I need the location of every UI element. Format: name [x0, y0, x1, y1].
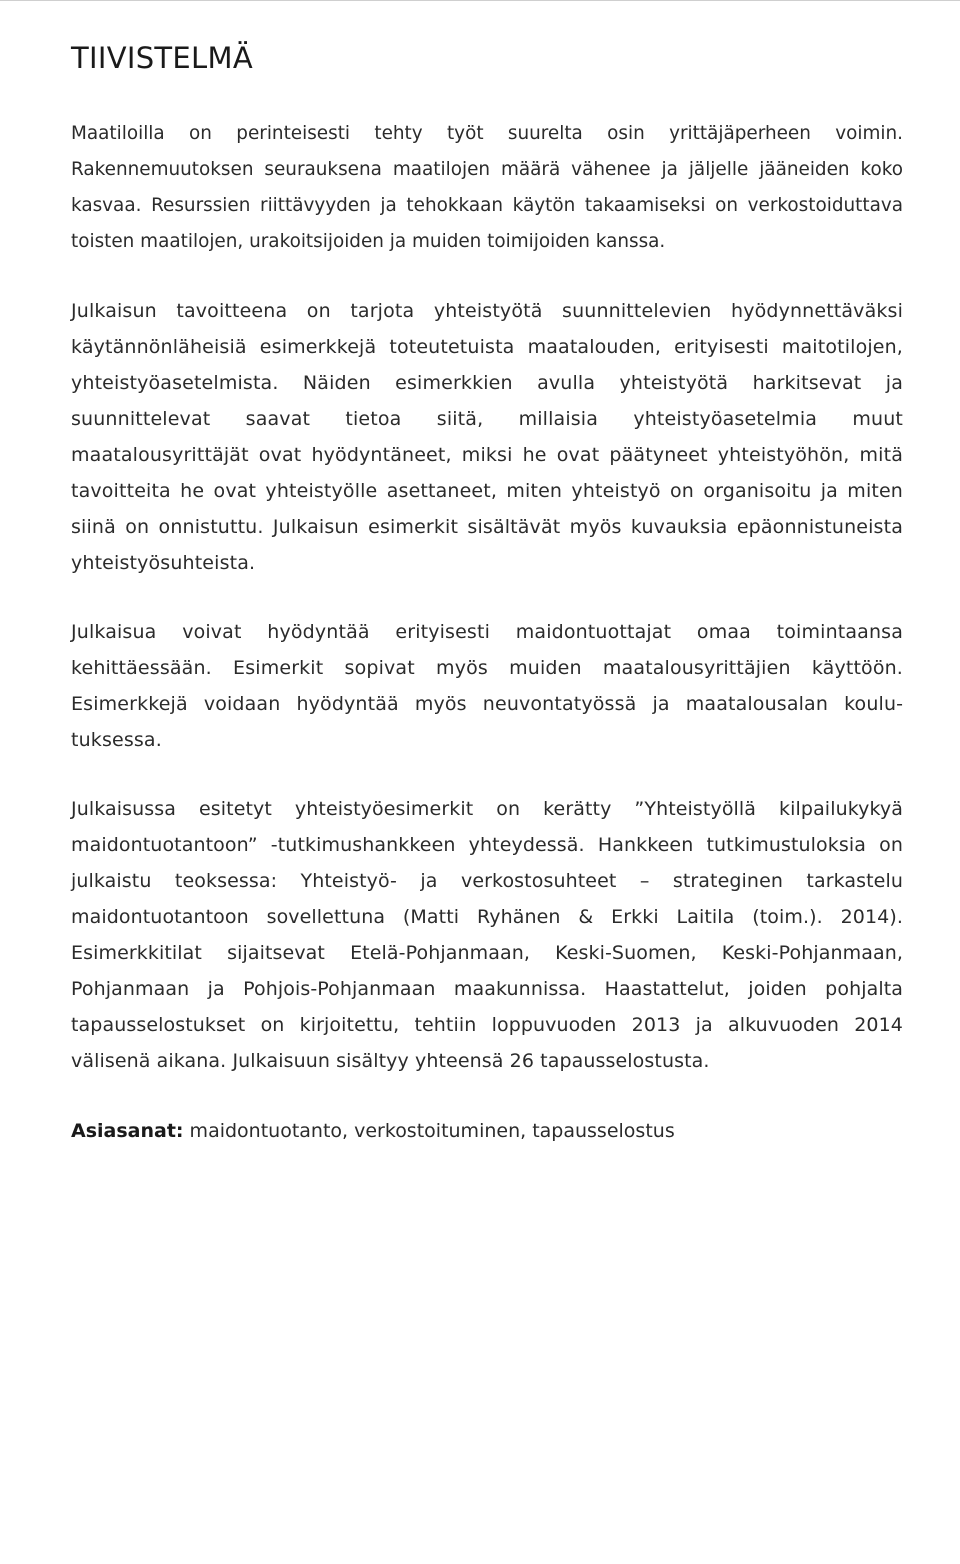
- abstract-page: [71, 38, 903, 1149]
- paragraph-source: Julkaisussa esitetyt yhteistyöesimerkit on kerätty ”Yhteistyöllä kilpailukykyä maidontuotantoon” -tutkimushankkeen yhteydessä. Hankkeen tutkimustuloksia on julkaistu teoksessa: Yhteistyö- ja verkostosuhteet – strateginen tarkastelu maidontuotantoon sovellettuna (Matti Ryhänen & Erkki Laitila (toim.). 2014). Esimerkkitilat sijaitsevat Etelä-Pohjanmaan, Keski-Suomen, Keski-Pohjanmaan, Pohjanmaan ja Pohjois-Pohjanmaan maakunnissa. Haastattelut, joiden pohjalta tapausselostukset on kirjoitettu, tehtiin loppuvuoden 2013 ja alkuvuoden 2014 välisenä aikana. Julkaisuun sisältyy yhteensä 26 tapausselostusta.: [71, 798, 903, 1072]
- keywords-line: [71, 1113, 903, 1149]
- paragraph-objective: Julkaisun tavoitteena on tarjota yhteistyötä suunnittelevien hyödynnettäväksi käytännönläheisiä esimerkkejä toteutetuista maatalouden, erityisesti maitotilojen, yhteistyöasetelmista. Näiden esimerkkien avulla yhteistyötä harkitsevat ja suunnittelevat saavat tietoa siitä, millaisia yhteistyöasetelmia muut maatalousyrittäjät ovat hyödyntäneet, miksi he ovat päätyneet yhteistyöhön, mitä tavoitteita he ovat yhteistyölle asettaneet, miten yhteistyö on organisoitu ja miten siinä on onnistuttu. Julkaisun esimerkit sisältävät myös kuvauksia epäonnistuneista yhteistyösuhteista.: [71, 300, 903, 574]
- keywords-label: Asiasanat:: [71, 1120, 184, 1142]
- top-divider: [0, 0, 960, 1]
- paragraph-background: Maatiloilla on perinteisesti tehty työt suurelta osin yrittäjäperheen voimin. Rakennemuutoksen seurauksena maatilojen määrä vähenee ja jäljelle jääneiden koko kasvaa. Resurssien riittävyyden ja tehokkaan käytön takaamiseksi on verkostoiduttava toisten maatilojen, urakoitsijoiden ja muiden toimijoiden kanssa.: [71, 123, 903, 252]
- keywords-text: maidontuotanto, verkostoituminen, tapausselostus: [183, 1120, 675, 1142]
- paragraph-audience: Julkaisua voivat hyödyntää erityisesti maidontuottajat omaa toimintaansa kehittäessään. Esimerkit sopivat myös muiden maatalousyrittäjien käyttöön. Esimerkkejä voidaan hyödyntää myös neuvontatyössä ja maatalousalan koulutuksessa.: [71, 621, 903, 751]
- page-title: TIIVISTELMÄ: [71, 41, 253, 75]
